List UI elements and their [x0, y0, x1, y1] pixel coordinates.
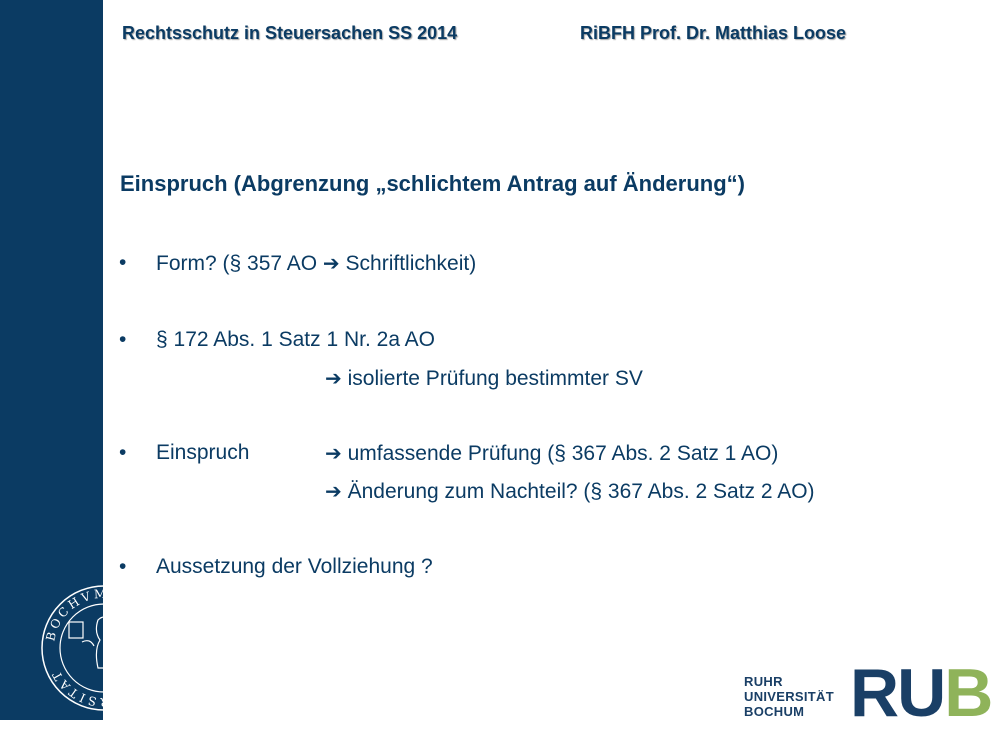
slide-title: Einspruch (Abgrenzung „schlichtem Antrag auf Änderung“) — [120, 171, 745, 196]
university-seal-icon — [32, 582, 182, 712]
arrow-icon: ➔ — [325, 479, 342, 503]
header-lecturer: RiBFH Prof. Dr. Matthias Loose — [580, 23, 847, 43]
bullet-3-sub-after: (§ 367 Abs. 2 Satz 2 AO) — [583, 480, 815, 503]
header-course-title: Rechtsschutz in Steuersachen SS 2014 — [122, 23, 458, 43]
bullet-3-label: Einspruch — [156, 441, 250, 464]
bullet-4-text: Aussetzung der Vollziehung ? — [156, 555, 433, 578]
bullet-3-sub — [325, 479, 815, 504]
arrow-icon: ➔ — [325, 366, 342, 390]
logo-line-2: UNIVERSITÄT — [744, 689, 834, 704]
bullet-1-text — [156, 251, 476, 276]
bullet-3-sub-text: Änderung zum Nachteil? — [347, 480, 578, 503]
bullet-2-marker: • — [119, 328, 127, 351]
bullet-1-marker: • — [119, 251, 127, 274]
university-name-text — [744, 674, 834, 719]
logo-line-1: RUHR — [744, 674, 783, 689]
bullet-2-sub-text: isolierte Prüfung bestimmter SV — [347, 367, 643, 390]
bullet-4-marker: • — [119, 555, 127, 578]
svg-text:BOCHVM · RVHR · VNIVERSITAT: BOCHVM · RVHR · VNIVERSITAT — [43, 586, 166, 710]
bullet-3-after: umfassende Prüfung (§ 367 Abs. 2 Satz 1 AO) — [347, 442, 779, 465]
arrow-icon: ➔ — [325, 441, 342, 465]
logo-line-3: BOCHUM — [744, 704, 805, 719]
bullet-1-main: Form? (§ 357 AO — [156, 252, 318, 275]
bullet-1-after: Schriftlichkeit) — [345, 252, 477, 275]
bullet-2-sub — [325, 366, 643, 391]
bullet-3-marker: • — [119, 441, 127, 464]
rub-logo: RUB — [850, 655, 991, 731]
bullet-3-rest — [325, 441, 778, 466]
bullet-2-text: § 172 Abs. 1 Satz 1 Nr. 2a AO — [156, 328, 436, 351]
arrow-icon: ➔ — [322, 251, 340, 275]
